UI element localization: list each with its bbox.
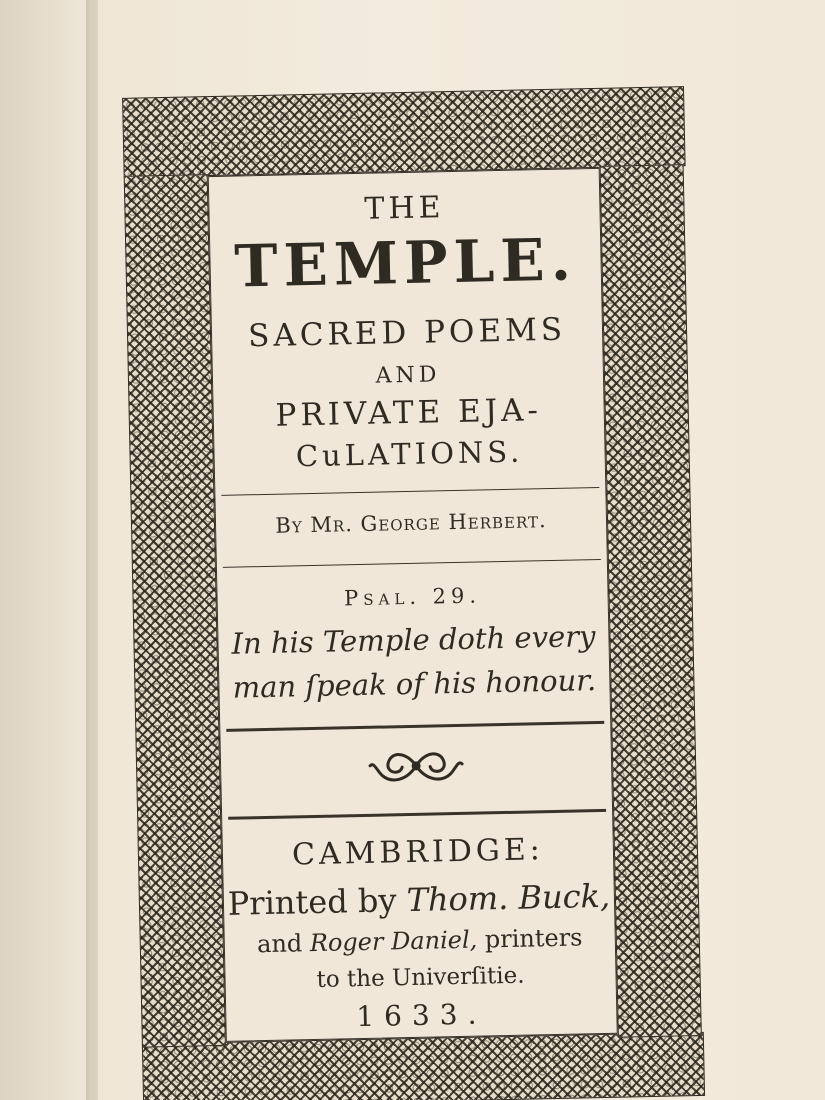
divider-rule [228, 809, 606, 820]
author-line: By Mr. George Herbert. [275, 508, 547, 538]
imprint-and: and [256, 929, 303, 959]
subtitle-line-2: AND [375, 362, 441, 389]
title-plate [122, 86, 703, 1100]
epigraph-line-1: In his Temple doth every [231, 619, 596, 661]
imprint-year: 1633. [355, 997, 487, 1034]
divider-rule [221, 487, 599, 496]
imprint-university: to the Univerſitie. [316, 962, 525, 993]
imprint-printed-by: Printed by [227, 881, 397, 923]
imprint-partner-line [225, 923, 616, 959]
divider-rule [223, 559, 601, 568]
imprint-partner-name: Roger Daniel, [309, 925, 478, 958]
psalm-reference: Psal. 29. [343, 583, 482, 611]
printers-flourish-ornament [366, 740, 467, 792]
imprint-printer-name: Thom. Buck, [406, 876, 611, 920]
subtitle-line-4: CuLATIONS. [295, 434, 524, 474]
title-panel [208, 168, 618, 1042]
title-main: TEMPLE. [233, 225, 578, 301]
title-the: THE [364, 190, 445, 227]
imprint-city: CAMBRIDGE: [291, 832, 545, 873]
epigraph-line-2: man ſpeak of his honour. [232, 663, 597, 705]
subtitle-line-1: SACRED POEMS [247, 311, 567, 355]
divider-rule [226, 721, 604, 732]
subtitle-line-3: PRIVATE EJA- [275, 392, 543, 434]
imprint-role: printers [484, 923, 583, 954]
ornamental-border-bottom [142, 1032, 705, 1100]
imprint-printer-line [224, 877, 615, 923]
facing-page [0, 0, 92, 1100]
ornamental-border-top [122, 86, 686, 178]
